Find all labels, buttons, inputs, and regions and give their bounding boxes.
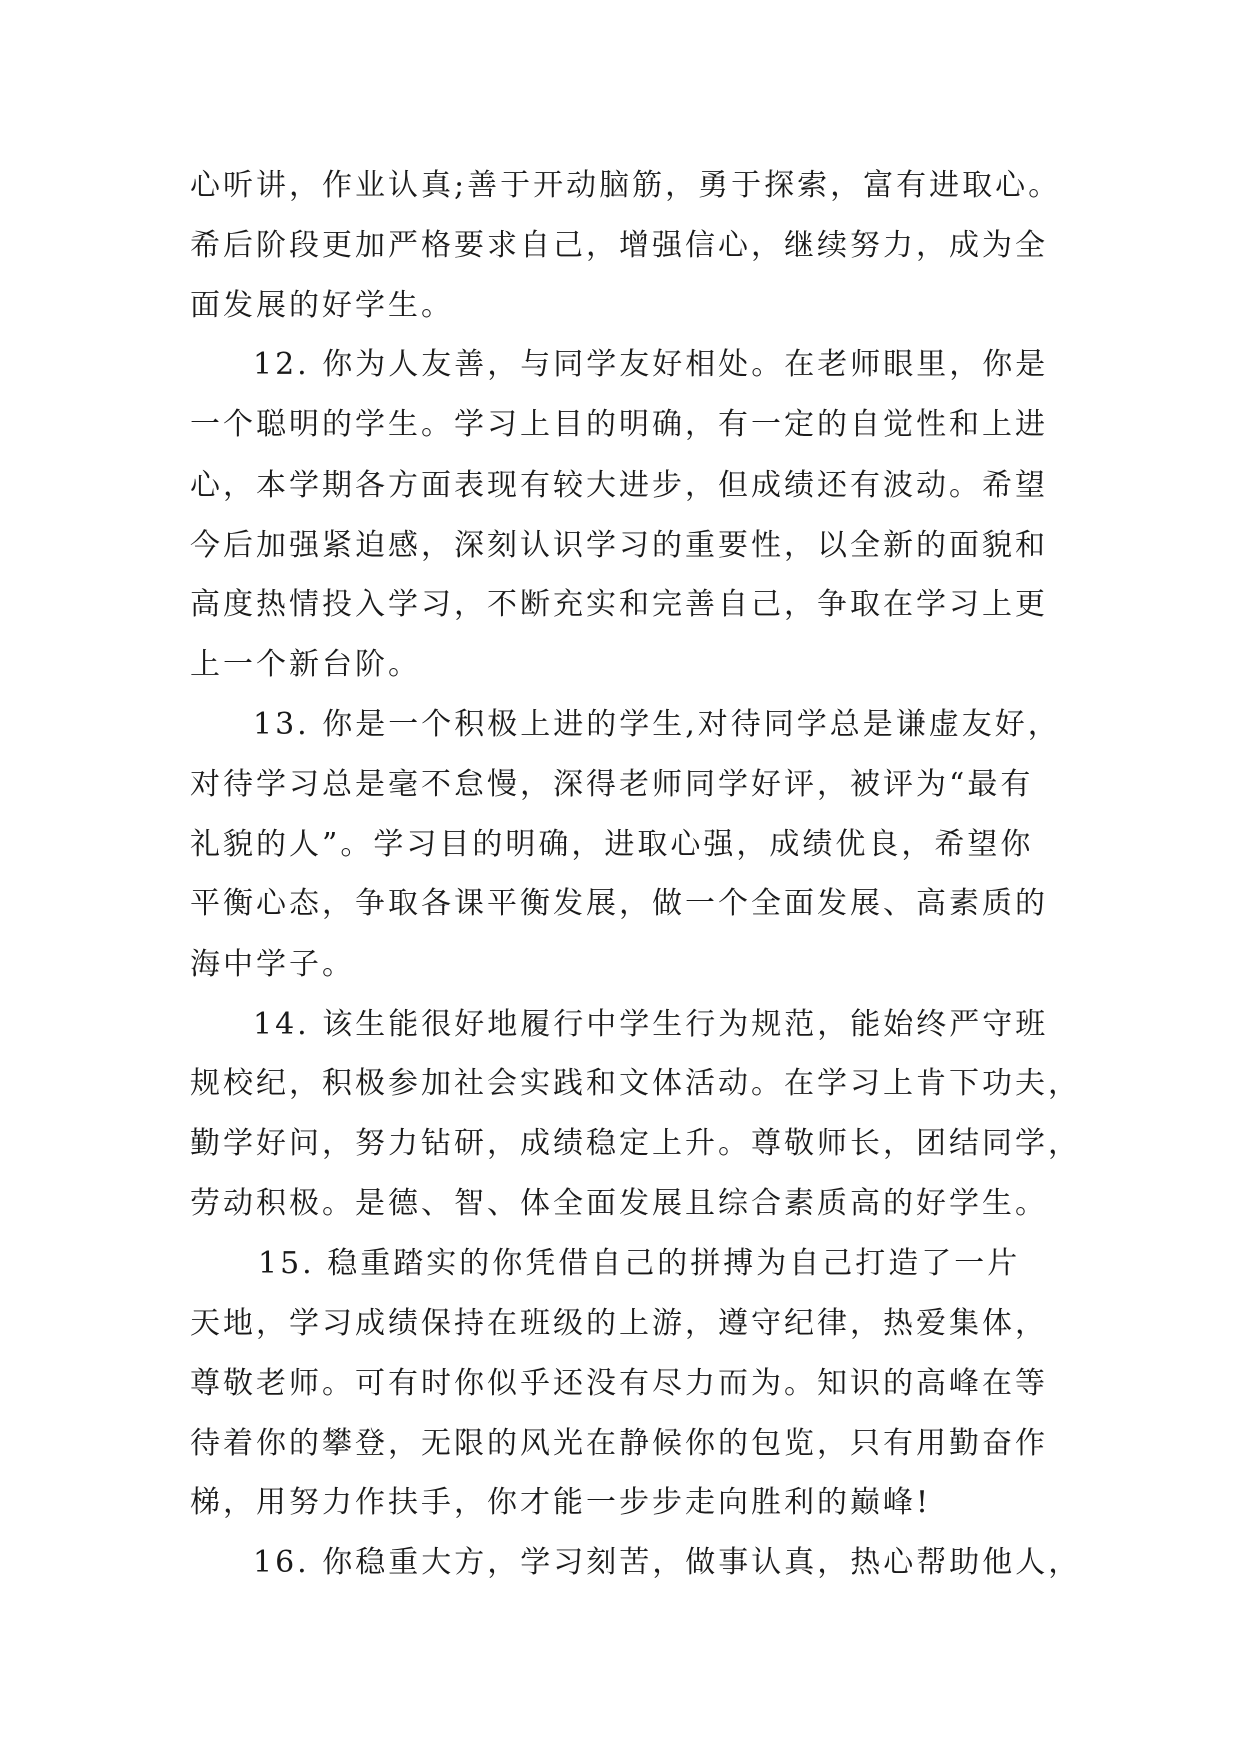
text-line: 海中学子。 — [190, 947, 355, 982]
text-line: 心，本学期各方面表现有较大进步，但成绩还有波动。希望 — [190, 468, 1048, 503]
paragraph-14-start: 14. 该生能很好地履行中学生行为规范，能始终严守班 — [253, 1007, 1049, 1042]
text-line: 礼貌的人”。学习目的明确，进取心强，成绩优良，希望你 — [190, 827, 1034, 862]
text-line: 希后阶段更加严格要求自己，增强信心，继续努力，成为全 — [190, 228, 1048, 263]
paragraph-16-start: 16. 你稳重大方，学习刻苦，做事认真，热心帮助他人， — [253, 1545, 1082, 1580]
text-line: 一个聪明的学生。学习上目的明确，有一定的自觉性和上进 — [190, 407, 1048, 442]
text-line: 高度热情投入学习，不断充实和完善自己，争取在学习上更 — [190, 587, 1048, 622]
text-line: 对待学习总是毫不怠慢，深得老师同学好评，被评为“最有 — [190, 767, 1034, 802]
paragraph-13-start: 13. 你是一个积极上进的学生,对待同学总是谦虚友好， — [253, 707, 1061, 742]
text-line: 勤学好问，努力钻研，成绩稳定上升。尊敬师长，团结同学， — [190, 1126, 1081, 1161]
text-line: 天地，学习成绩保持在班级的上游，遵守纪律，热爱集体， — [190, 1306, 1048, 1341]
text-line: 心听讲，作业认真;善于开动脑筋，勇于探索，富有进取心。 — [190, 168, 1062, 203]
text-line: 面发展的好学生。 — [190, 288, 454, 323]
text-line: 上一个新台阶。 — [190, 647, 421, 682]
text-line: 平衡心态，争取各课平衡发展，做一个全面发展、高素质的 — [190, 886, 1048, 921]
paragraph-12-start: 12. 你为人友善，与同学友好相处。在老师眼里，你是 — [253, 347, 1049, 382]
text-line: 劳动积极。是德、智、体全面发展且综合素质高的好学生。 — [190, 1186, 1048, 1221]
text-line: 尊敬老师。可有时你似乎还没有尽力而为。知识的高峰在等 — [190, 1366, 1048, 1401]
paragraph-15-start: 15. 稳重踏实的你凭借自己的拼搏为自己打造了一片 — [258, 1246, 1021, 1281]
text-line: 今后加强紧迫感，深刻认识学习的重要性，以全新的面貌和 — [190, 528, 1048, 563]
text-line: 待着你的攀登，无限的风光在静候你的包览，只有用勤奋作 — [190, 1426, 1048, 1461]
text-line: 梯，用努力作扶手，你才能一步步走向胜利的巅峰! — [190, 1485, 932, 1520]
text-line: 规校纪，积极参加社会实践和文体活动。在学习上肯下功夫， — [190, 1066, 1081, 1101]
